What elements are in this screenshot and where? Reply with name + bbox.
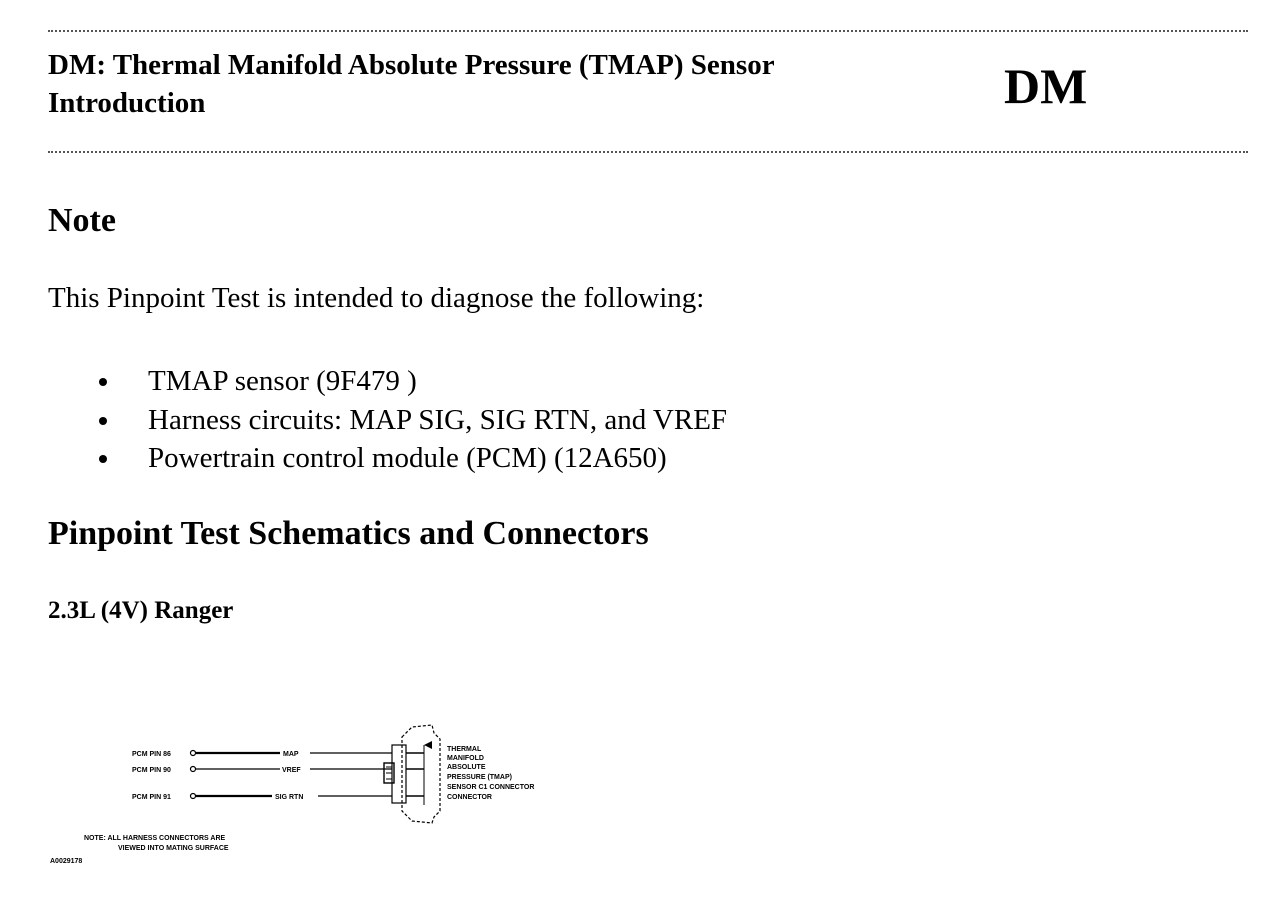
arrow-icon <box>424 741 432 749</box>
wire-label: SIG RTN <box>275 794 304 801</box>
component-label: CONNECTOR <box>447 794 492 801</box>
connector-outline <box>402 725 440 823</box>
pin-terminal <box>191 767 196 772</box>
diagram-note: VIEWED INTO MATING SURFACE <box>118 845 229 852</box>
section-code: DM <box>1004 58 1088 114</box>
pcm-pin-label: PCM PIN 90 <box>132 767 171 774</box>
pin-terminal <box>191 751 196 756</box>
component-label: THERMAL <box>447 746 482 753</box>
bullet-icon <box>99 455 107 463</box>
header-top-rule <box>48 30 1248 32</box>
pcm-pin-label: PCM PIN 91 <box>132 794 171 801</box>
list-item-text: TMAP sensor (9F479 ) <box>148 365 417 397</box>
diagnose-list <box>96 362 727 478</box>
page-title-line1: DM: Thermal Manifold Absolute Pressure (TMAP) Sensor <box>48 49 775 81</box>
list-item <box>96 439 727 478</box>
page-title <box>48 46 948 122</box>
note-heading: Note <box>48 202 116 239</box>
list-item <box>96 401 727 440</box>
note-intro: This Pinpoint Test is intended to diagnose the following: <box>48 282 705 314</box>
page-title-line2: Introduction <box>48 87 206 119</box>
wire-label: MAP <box>283 751 299 758</box>
component-label: MANIFOLD <box>447 755 484 762</box>
component-label: ABSOLUTE <box>447 764 486 771</box>
vehicle-heading: 2.3L (4V) Ranger <box>48 597 234 624</box>
pcm-pin-label: PCM PIN 86 <box>132 751 171 758</box>
wire-label: VREF <box>282 767 301 774</box>
bullet-icon <box>99 378 107 386</box>
bullet-icon <box>99 417 107 425</box>
pin-terminal <box>191 794 196 799</box>
list-item-text: Powertrain control module (PCM) (12A650) <box>148 442 667 474</box>
figure-id: A0029178 <box>50 858 83 865</box>
component-label: SENSOR C1 CONNECTOR <box>447 784 535 791</box>
header-bottom-rule <box>48 151 1248 153</box>
diagram-note: NOTE: ALL HARNESS CONNECTORS ARE <box>84 835 226 842</box>
list-item <box>96 362 727 401</box>
component-label: PRESSURE (TMAP) <box>447 774 512 781</box>
tmap-schematic <box>40 715 560 875</box>
schematics-heading: Pinpoint Test Schematics and Connectors <box>48 515 649 552</box>
list-item-text: Harness circuits: MAP SIG, SIG RTN, and VREF <box>148 403 728 436</box>
